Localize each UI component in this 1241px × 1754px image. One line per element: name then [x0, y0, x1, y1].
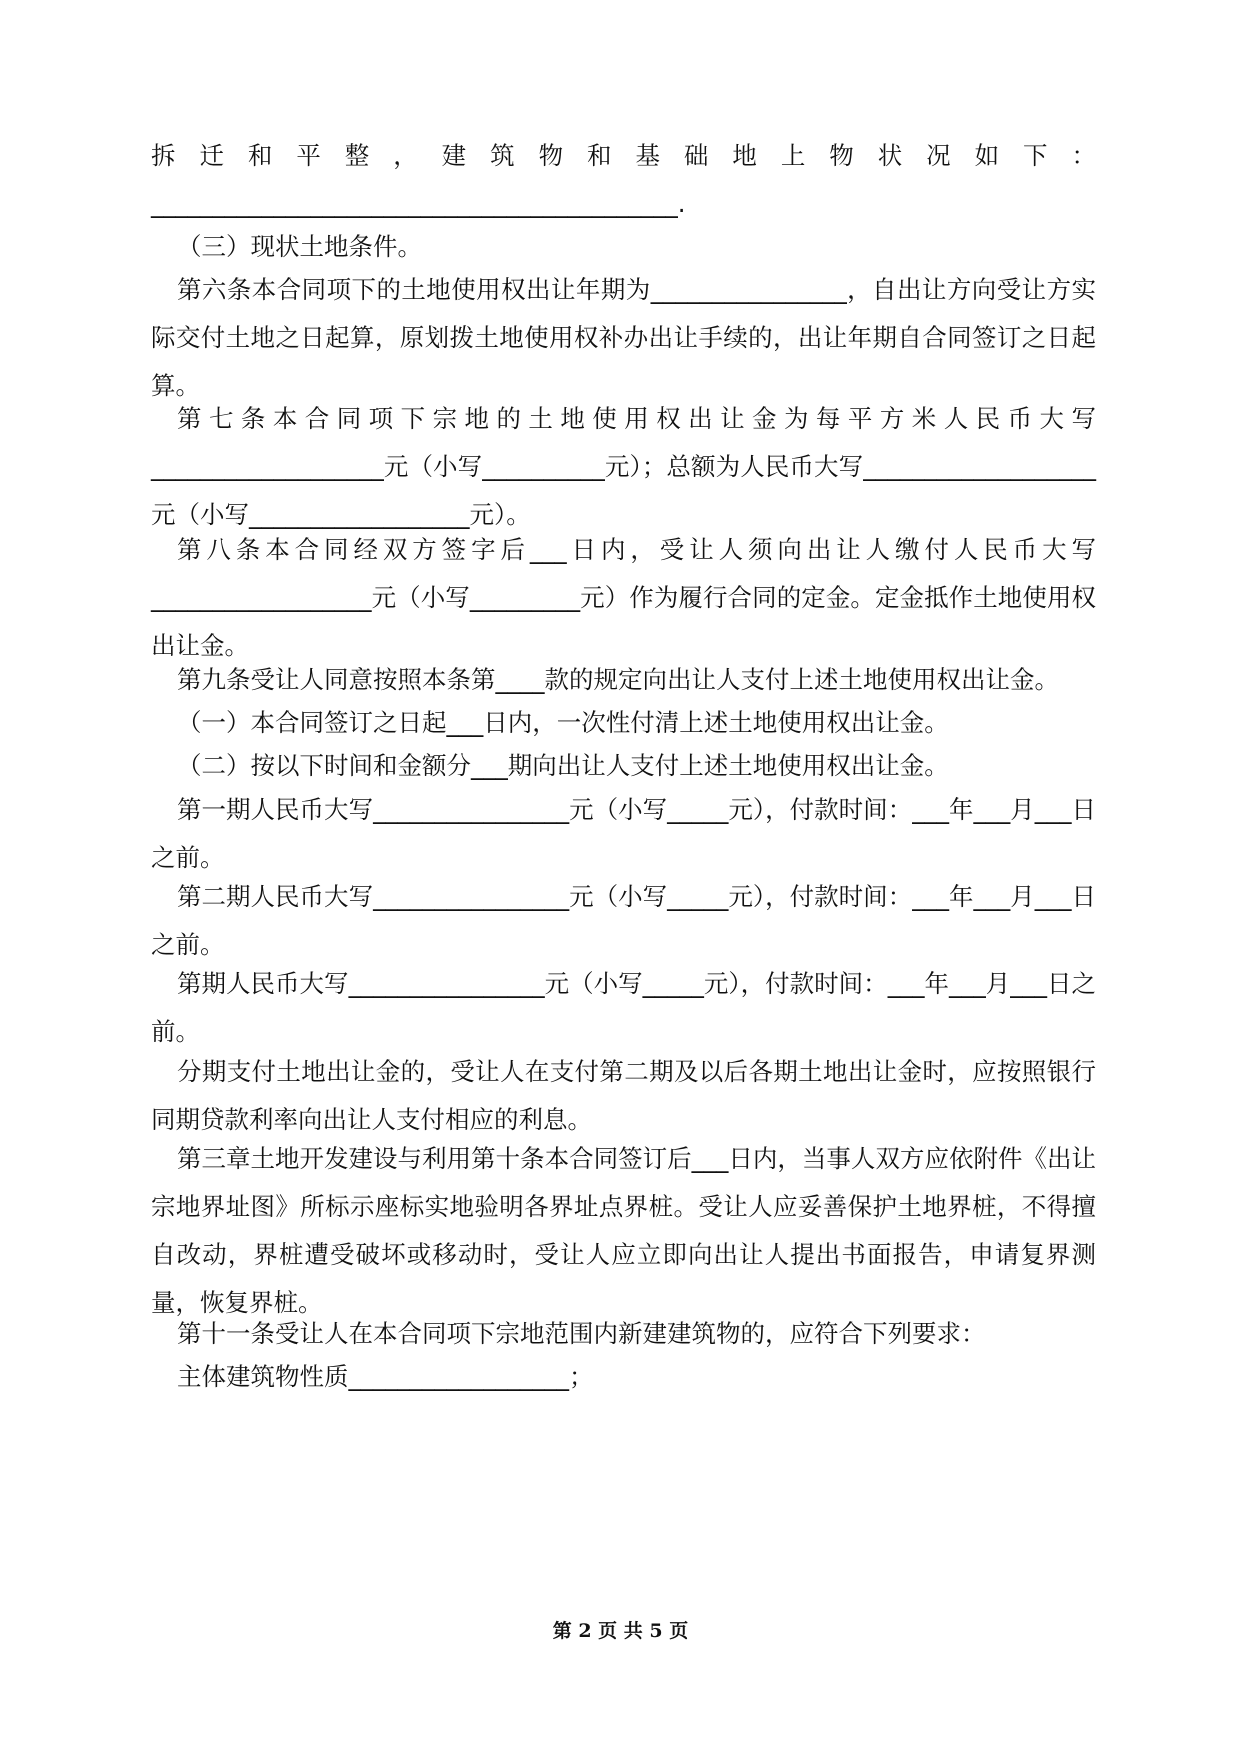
paragraph-installment-interest: 分期支付土地出让金的，受让人在支付第二期及以后各期土地出让金时，应按照银行同期贷款利率向出让人支付相应的利息。 — [151, 1057, 1096, 1134]
paragraph-article-7: 第七条本合同项下宗地的土地使用权出让金为每平方米人民币大写___________________元（小写__________元）；总额为人民币大写___________________元（小写__________________元）。 — [151, 404, 1096, 529]
paragraph-option-1: （一）本合同签订之日起___日内，一次性付清上述土地使用权出让金。 — [177, 708, 949, 737]
paragraph-chapter-3-article-10: 第三章土地开发建设与利用第十条本合同签订后___日内，当事人双方应依附件《出让宗地界址图》所标示座标实地验明各界址点界桩。受让人应妥善保护土地界桩，不得擅自改动，界桩遭受破坏或移动时，受让人应立即向出让人提出书面报告，申请复界测量，恢复界桩。 — [151, 1144, 1096, 1317]
paragraph-building-nature: 主体建筑物性质__________________； — [177, 1362, 594, 1391]
paragraph-installment-1: 第一期人民币大写________________元（小写_____元），付款时间：___年___月___日之前。 — [151, 795, 1096, 872]
paragraph-article-11: 第十一条受让人在本合同项下宗地范围内新建建筑物的，应符合下列要求： — [177, 1319, 986, 1348]
paragraph-blank-line: ___________________________________________. — [151, 189, 686, 218]
paragraph-installment-n: 第期人民币大写________________元（小写_____元），付款时间：___年___月___日之前。 — [151, 969, 1096, 1046]
paragraph-installment-2: 第二期人民币大写________________元（小写_____元），付款时间：___年___月___日之前。 — [151, 882, 1096, 959]
paragraph-article-9: 第九条受让人同意按照本条第____款的规定向出让人支付上述土地使用权出让金。 — [177, 665, 1059, 694]
paragraph-article-8: 第八条本合同经双方签字后___日内，受让人须向出让人缴付人民币大写__________________元（小写_________元）作为履行合同的定金。定金抵作土地使用权出让金。 — [151, 535, 1096, 660]
page-number-footer: 第 2 页 共 5 页 — [552, 1620, 689, 1642]
paragraph-land-condition: （三）现状土地条件。 — [177, 232, 422, 261]
paragraph-article-6: 第六条本合同项下的土地使用权出让年期为________________，自出让方向受让方实际交付土地之日起算，原划拨土地使用权补办出让手续的，出让年期自合同签订之日起算。 — [151, 275, 1096, 400]
paragraph-demolition: 拆 迁 和 平 整 ， 建 筑 物 和 基 础 地 上 物 状 况 如 下 ： — [151, 141, 1096, 170]
paragraph-option-2: （二）按以下时间和金额分___期向出让人支付上述土地使用权出让金。 — [177, 751, 949, 780]
